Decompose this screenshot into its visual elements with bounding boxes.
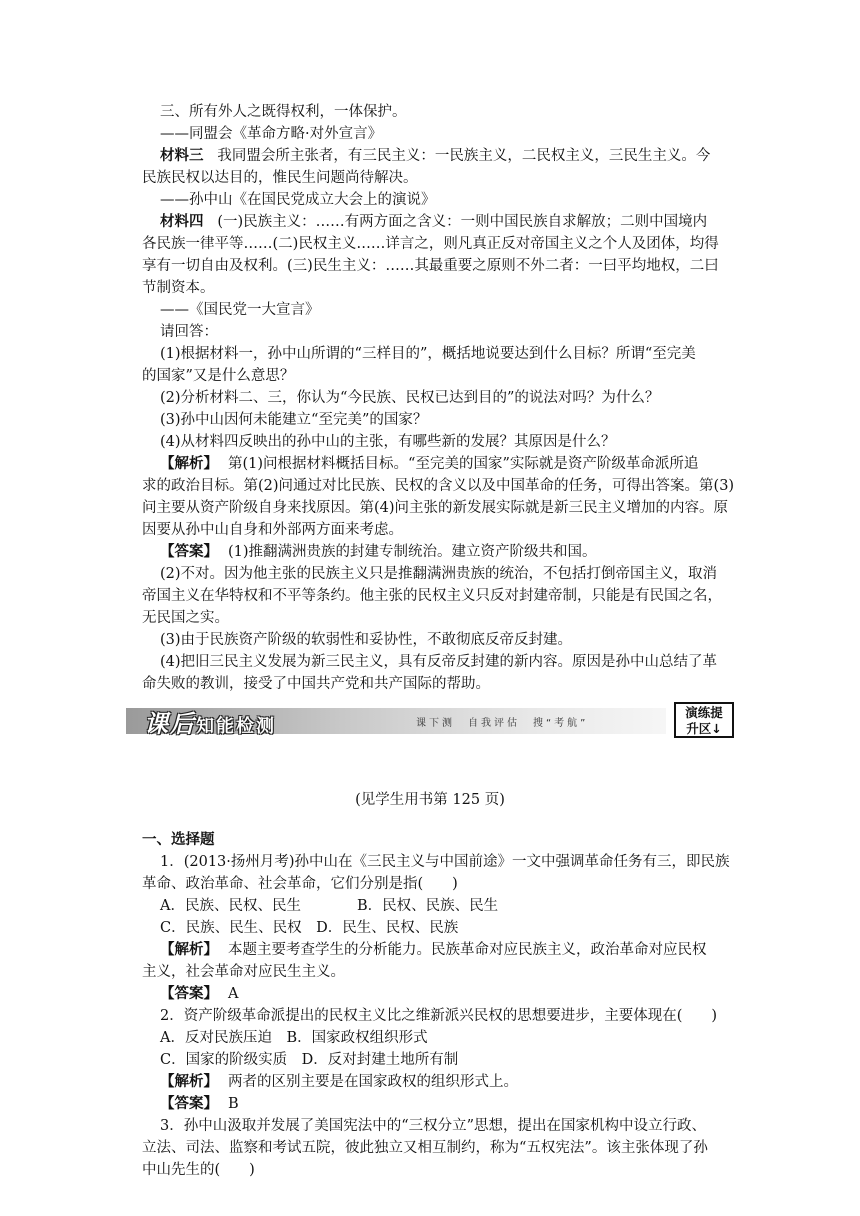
answer-line: 无民国之实。 [142, 610, 229, 626]
analysis-text: 第(1)问根据材料概括目标。“至完美的国家”实际就是资产阶级革命派所追 [228, 456, 699, 472]
answer-text: (1)推翻满洲贵族的封建专制统治。建立资产阶级共和国。 [228, 544, 597, 560]
analysis-line [160, 940, 707, 960]
answer-tag: 【答案】 [160, 1095, 218, 1112]
answer-text: A [228, 986, 239, 1002]
question-3: (3)孙中山因何未能建立“至完美”的国家？ [160, 412, 428, 428]
section-heading: 一、选择题 [142, 831, 215, 848]
banner-title-a: 课后 [144, 709, 196, 738]
section-banner [126, 702, 738, 740]
question-1: (1)根据材料一，孙中山所谓的“三样目的”，概括地说要达到什么目标？所谓“至完美 [160, 346, 696, 362]
material-3-line: 民族民权以达目的，惟民生问题尚待解决。 [142, 170, 418, 186]
answer-line: 帝国主义在华特权和不平等条约。他主张的民权主义只反对封建帝制，只能是有民国之名， [142, 588, 722, 604]
material-4-line: 节制资本。 [142, 280, 215, 296]
material-3-line [160, 146, 710, 166]
analysis-line: 主义，社会革命对应民生主义。 [142, 964, 345, 980]
analysis-text: 本题主要考查学生的分析能力。民族革命对应民族主义，政治革命对应民权 [228, 942, 707, 958]
option-b: B．民权、民族、民生 [356, 898, 499, 914]
answer-line: 命失败的教训，接受了中国共产党和共产国际的帮助。 [142, 676, 490, 692]
banner-box-line: 升区↓ [686, 721, 722, 736]
analysis-text: 两者的区别主要是在国家政权的组织形式上。 [228, 1074, 518, 1090]
page-reference: (见学生用书第 125 页) [355, 792, 505, 808]
answer-line: (4)把旧三民主义发展为新三民主义，具有反帝反封建的新内容。原因是孙中山总结了革 [160, 654, 718, 670]
analysis-line: 求的政治目标。第(2)问通过对比民族、民权的含义以及中国革命的任务，可得出答案。第(3) [142, 478, 735, 494]
analysis-line [160, 454, 698, 474]
banner-title [144, 704, 276, 739]
material-4-line [160, 212, 707, 232]
material-line: 三、所有外人之既得权利，一体保护。 [160, 104, 407, 120]
answer-line [160, 1094, 239, 1114]
option-line: A．反对民族压迫 B．国家政权组织形式 [160, 1030, 428, 1046]
banner-subtitle: 课下测 自我评估 搜“考航” [416, 718, 589, 729]
answer-text: B [228, 1096, 239, 1112]
material-3-tag: 材料三 [160, 147, 204, 164]
answer-line [160, 984, 238, 1004]
banner-box-line: 演练提 [685, 705, 723, 720]
prompt-line: 请回答： [160, 324, 218, 340]
material-4-line: 各民族一律平等……(二)民权主义……详言之，则凡真正反对帝国主义之个人及团体，均得 [142, 236, 719, 252]
option-a: A．民族、民权、民生 [160, 898, 301, 914]
source-line: ——《国民党一大宣言》 [160, 302, 320, 318]
question-3: 立法、司法、监察和考试五院，彼此独立又相互制约，称为“五权宪法”。该主张体现了孙 [142, 1140, 708, 1156]
question-2: (2)分析材料二、三，你认为“今民族、民权已达到目的”的说法对吗？为什么？ [160, 390, 660, 406]
material-3-text: 我同盟会所主张者，有三民主义：一民族主义，二民权主义，三民生主义。今 [217, 148, 711, 164]
question-4: (4)从材料四反映出的孙中山的主张，有哪些新的发展？其原因是什么？ [160, 434, 616, 450]
analysis-line: 因要从孙中山自身和外部两方面来考虑。 [142, 522, 403, 538]
analysis-tag: 【解析】 [160, 455, 218, 472]
question-3: 中山先生的( ) [142, 1162, 255, 1178]
answer-tag: 【答案】 [160, 985, 218, 1002]
banner-title-b: 知能检测 [196, 716, 276, 737]
option-line: C．国家的阶级实质 D．反对封建土地所有制 [160, 1052, 459, 1068]
option-line: C．民族、民生、民权 D．民生、民权、民族 [160, 920, 459, 936]
answer-line: (3)由于民族资产阶级的软弱性和妥协性，不敢彻底反帝反封建。 [160, 632, 573, 648]
analysis-line: 问主要从资产阶级自身来找原因。第(4)问主张的新发展实际就是新三民主义增加的内容。原 [142, 500, 729, 516]
question-3: 3．孙中山汲取并发展了美国宪法中的“三权分立”思想，提出在国家机构中设立行政、 [160, 1118, 707, 1134]
banner-box [674, 702, 734, 738]
question-2: 2．资产阶级革命派提出的民权主义比之维新派兴民权的思想要进步，主要体现在( ) [160, 1008, 718, 1024]
option-line [160, 896, 498, 916]
analysis-line [160, 1072, 518, 1092]
source-line: ——同盟会《革命方略·对外宣言》 [160, 126, 383, 142]
answer-line: (2)不对。因为他主张的民族主义只是推翻满洲贵族的统治，不包括打倒帝国主义，取消 [160, 566, 718, 582]
analysis-tag: 【解析】 [160, 1073, 218, 1090]
answer-line [160, 542, 597, 562]
material-4-line: 享有一切自由及权利。(三)民生主义：……其最重要之原则不外二者：一曰平均地权，二曰 [142, 258, 719, 274]
question-1: 革命、政治革命、社会革命，它们分别是指( ) [142, 876, 458, 892]
answer-tag: 【答案】 [160, 543, 218, 560]
question-1: 1．(2013·扬州月考)孙中山在《三民主义与中国前途》一文中强调革命任务有三，即民族 [160, 854, 730, 870]
material-4-tag: 材料四 [160, 213, 204, 230]
material-4-text: (一)民族主义：……有两方面之含义：一则中国民族自求解放；二则中国境内 [217, 214, 708, 230]
analysis-tag: 【解析】 [160, 941, 218, 958]
source-line: ——孙中山《在国民党成立大会上的演说》 [160, 192, 436, 208]
question-1: 的国家”又是什么意思？ [142, 368, 295, 384]
